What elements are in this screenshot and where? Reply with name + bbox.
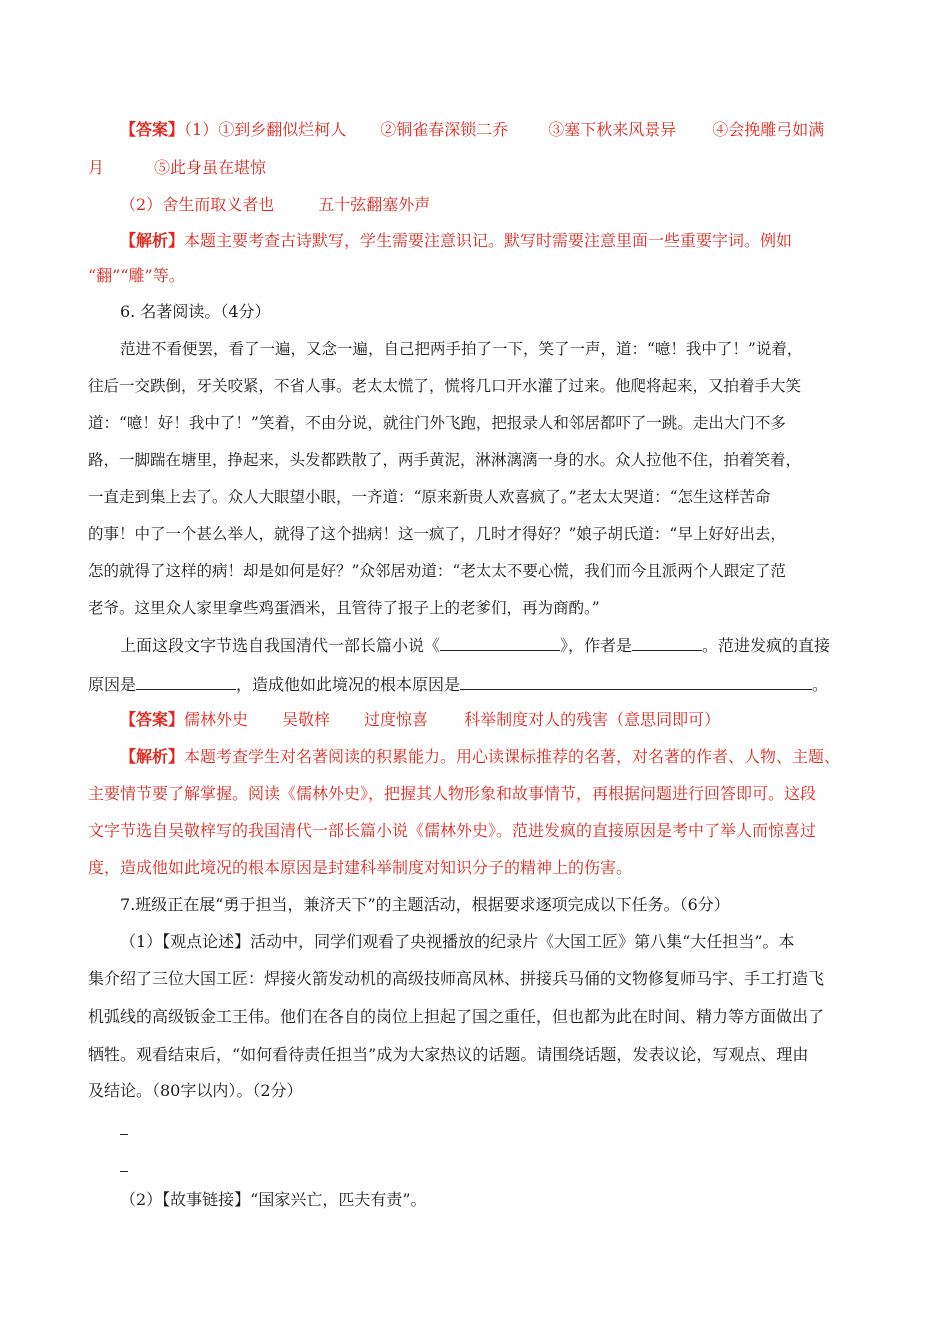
blank-root-cause[interactable] xyxy=(460,675,812,690)
q7-sub1-line: 及结论。（80字以内）。（2分） xyxy=(88,1081,303,1100)
q6-passage-line: 往后一交跌倒，牙关咬紧，不省人事。老太太慌了，慌将几口开水灌了过来。他爬将起来，又拍着手大笑 xyxy=(88,377,802,395)
blank-direct-cause[interactable] xyxy=(136,675,236,690)
q6-passage-line: 路，一脚踹在塘里，挣起来，头发都跌散了，两手黄泥，淋淋漓漓一身的水。众人拉他不住，拍着笑着， xyxy=(88,451,802,469)
answer-blank-line[interactable] xyxy=(120,1134,128,1135)
q6-question-line2: 原因是 ，造成他如此境况的根本原因是 。 xyxy=(88,675,829,694)
q6-passage-line: 老爷。这里众人家里拿些鸡蛋酒米，且管待了报子上的老爹们，再为商酌。” xyxy=(88,599,600,617)
q7-title: 7.班级正在展“勇于担当，兼济天下”的主题活动，根据要求逐项完成以下任务。（6分） xyxy=(120,895,730,914)
q6-passage-line: 范进不看便罢，看了一遍，又念一遍，自己把两手拍了一下，笑了一声，道：“噫！我中了！”说着， xyxy=(120,340,803,358)
blank-author[interactable] xyxy=(632,636,702,651)
q6-passage-line: 怎的就得了这样的病！却是如何是好？”众邻居劝道：“老太太不要心慌，我们而今且派两个人跟定了范 xyxy=(88,562,786,580)
answer-blank-line[interactable] xyxy=(120,1171,128,1172)
q5-answer-line2: 月 ⑤此身虽在堪惊 xyxy=(88,158,267,177)
blank-book-title[interactable] xyxy=(440,636,560,651)
q7-sub1-line: （1）【观点论述】活动中，同学们观看了央视播放的纪录片《大国工匠》第八集“大任担当”。本 xyxy=(120,932,795,951)
q6-question-line1: 上面这段文字节选自我国清代一部长篇小说《 》，作者是 。范进发疯的直接 xyxy=(120,636,831,655)
q6-passage-line: 道：“噫！好！我中了！”笑着，不由分说，就往门外飞跑，把报录人和邻居都吓了一跳。走出大门不多 xyxy=(88,414,786,432)
q7-sub2: （2）【故事链接】“国家兴亡，匹夫有责”。 xyxy=(120,1190,427,1209)
q5-answer-line1: 【答案】（1）①到乡翻似烂柯人 ②铜雀春深锁二乔 ③塞下秋来风景异 ④会挽雕弓如满 xyxy=(120,120,825,139)
q6-analysis-line: 文字节选自吴敬梓写的我国清代一部长篇小说《儒林外史》。范进发疯的直接原因是考中了举人而惊喜过 xyxy=(88,821,817,840)
q6-analysis-line: 主要情节要了解掌握。阅读《儒林外史》，把握其人物形象和故事情节，再根据问题进行回答即可。这段 xyxy=(88,784,817,803)
q6-analysis-line1: 【解析】本题考查学生对名著阅读的积累能力。用心读课标推荐的名著，对名著的作者、人物、主题、 xyxy=(120,747,841,766)
q7-sub1-line: 机弧线的高级钣金工王伟。他们在各自的岗位上担起了国之重任，但也都为此在时间、精力等方面做出了 xyxy=(88,1007,825,1026)
q6-passage-line: 一直走到集上去了。众人大眼望小眼，一齐道：“原来新贵人欢喜疯了。”老太太哭道：“怎生这样苦命 xyxy=(88,488,771,506)
q5-answer-part2: （2）舍生而取义者也 五十弦翻塞外声 xyxy=(120,195,431,214)
q6-passage-line: 的事！中了一个甚么举人，就得了这个拙病！这一疯了，几时才得好？”娘子胡氏道：“早上好好出去， xyxy=(88,525,786,543)
q5-analysis-line1: 【解析】本题主要考查古诗默写，学生需要注意识记。默写时需要注意里面一些重要字词。例如 xyxy=(120,231,793,250)
q5-analysis-line2: “翻”“雕”等。 xyxy=(88,266,185,285)
q6-answer: 【答案】儒林外史 吴敬梓 过度惊喜 科举制度对人的残害（意思同即可） xyxy=(120,710,721,729)
q6-analysis-line: 度，造成他如此境况的根本原因是封建科举制度对知识分子的精神上的伤害。 xyxy=(88,858,633,877)
q6-title: 6. 名著阅读。（4分） xyxy=(120,302,271,321)
q7-sub1-line: 牺牲。观看结束后，“如何看待责任担当”成为大家热议的话题。请围绕话题，发表议论，写观点、理由 xyxy=(88,1045,809,1064)
q7-sub1-line: 集介绍了三位大国工匠：焊接火箭发动机的高级技师高凤林、拼接兵马俑的文物修复师马宇、手工打造飞 xyxy=(88,969,825,988)
answer-label: 【答案】 xyxy=(120,120,185,139)
